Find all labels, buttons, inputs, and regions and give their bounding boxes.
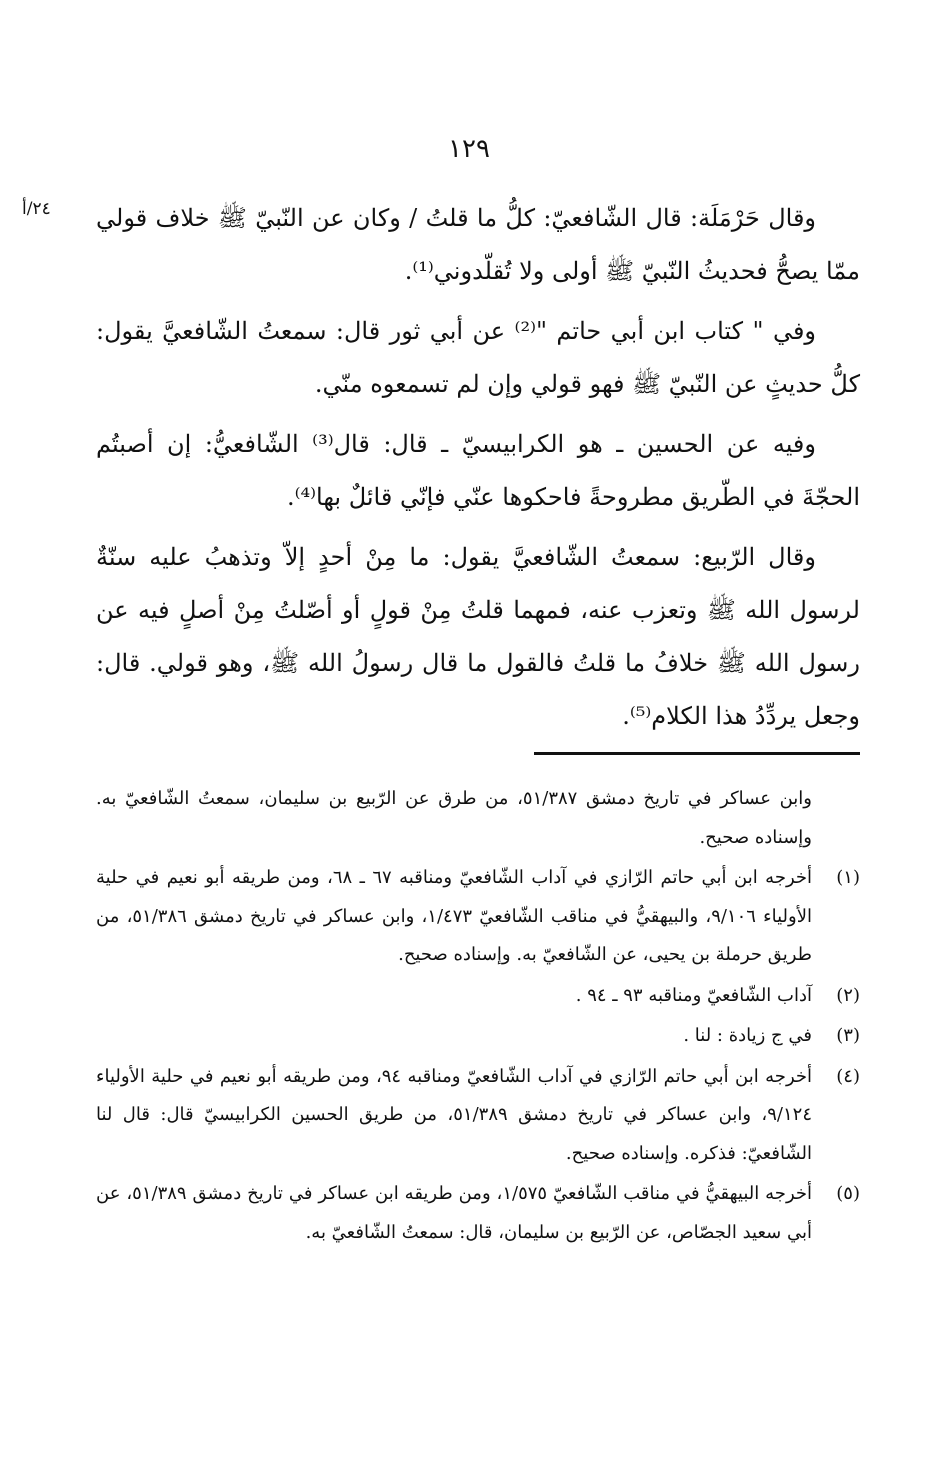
footnote-continuation: وابن عساكر في تاريخ دمشق ٥١/٣٨٧، من طرق عن الرّبيع بن سليمان، سمعتُ الشّافعيّ به. وإسناده صحيح. <box>96 788 813 848</box>
footnote-1 <box>96 859 860 975</box>
footnote-number: (٣) <box>836 1025 860 1046</box>
paragraph-karabisi: وفيه عن الحسين ـ هو الكرابيسيّ ـ قال: قال⁽³⁾ الشّافعيُّ: إن أصبتُم الحجّةَ في الطّريق مطروحةً فاحكوها عنّي فإنّي قائلٌ بها⁽⁴⁾. <box>96 430 860 511</box>
footnote-number: (٤) <box>836 1065 860 1087</box>
paragraph-abu-thawr: وفي " كتاب ابن أبي حاتم "⁽²⁾ عن أبي ثور قال: سمعتُ الشّافعيَّ يقول: كلُّ حديثٍ عن النّبيّ ﷺ فهو قولي وإن لم تسمعوه منّي. <box>96 317 860 398</box>
footnote-5 <box>96 1175 860 1252</box>
footnote-3 <box>96 1017 860 1056</box>
footnote-4 <box>96 1058 860 1174</box>
footnote-text: آداب الشّافعيّ ومناقبه ٩٣ ـ ٩٤ . <box>575 984 812 1006</box>
footnote-text: في ج زيادة : لنا . <box>683 1025 812 1046</box>
paragraph-harmala: وقال حَرْمَلَة: قال الشّافعيّ: كلُّ ما قلتُ / وكان عن النّبيّ ﷺ خلاف قولي ممّا يصحُّ فحديثُ النّبيّ ﷺ أولى ولا تُقلّدوني⁽¹⁾. <box>96 204 860 285</box>
paragraph-rabi: وقال الرّبيع: سمعتُ الشّافعيَّ يقول: ما مِنْ أحدٍ إلاّ وتذهبُ عليه سنّةٌ لرسول الله ﷺ وتعزب عنه، فمهما قلتُ مِنْ قولٍ أو أصّلتُ مِنْ أصلٍ فيه عن رسول الله ﷺ خلافُ ما قلتُ فالقول ما قال رسولُ الله ﷺ، وهو قولي. قال: وجعل يردِّدُ هذا الكلام⁽⁵⁾. <box>96 543 860 730</box>
footnotes-section <box>96 780 860 1254</box>
page-number: ١٢٩ <box>448 134 490 164</box>
footnote-number: (٥) <box>836 1183 860 1204</box>
footnote-number: (٢) <box>836 984 860 1006</box>
footnote-separator-line <box>534 752 860 755</box>
footnote-2 <box>96 977 860 1016</box>
main-text-body <box>96 192 860 750</box>
footnote-text: أخرجه ابن أبي حاتم الرّازي في آداب الشّافعيّ ومناقبه ٦٧ ـ ٦٨، ومن طريقه أبو نعيم في حلية الأولياء ٩/١٠٦، والبيهقيُّ في مناقب الشّافعيّ ١/٤٧٣، وابن عساكر في تاريخ دمشق ٥١/٣٨٦، من طريق حرملة بن يحيى، عن الشّافعيّ به. وإسناده صحيح. <box>96 867 813 965</box>
footnote-text: أخرجه البيهقيُّ في مناقب الشّافعيّ ١/٥٧٥، ومن طريقه ابن عساكر في تاريخ دمشق ٥١/٣٨٩، عن أبي سعيد الجصّاص، عن الرّبيع بن سليمان، قال: سمعتُ الشّافعيّ به. <box>96 1183 812 1243</box>
footnote-number: (١) <box>836 867 860 888</box>
footnote-text: أخرجه ابن أبي حاتم الرّازي في آداب الشّافعيّ ومناقبه ٩٤، ومن طريقه أبو نعيم في حلية الأولياء ٩/١٢٤، وابن عساكر في تاريخ دمشق ٥١/٣٨٩، من طريق الحسين الكرابيسيّ قال: قال لنا الشّافعيّ: فذكره. وإسناده صحيح. <box>96 1065 812 1164</box>
manuscript-folio-reference: ٢٤/أ <box>22 199 51 219</box>
